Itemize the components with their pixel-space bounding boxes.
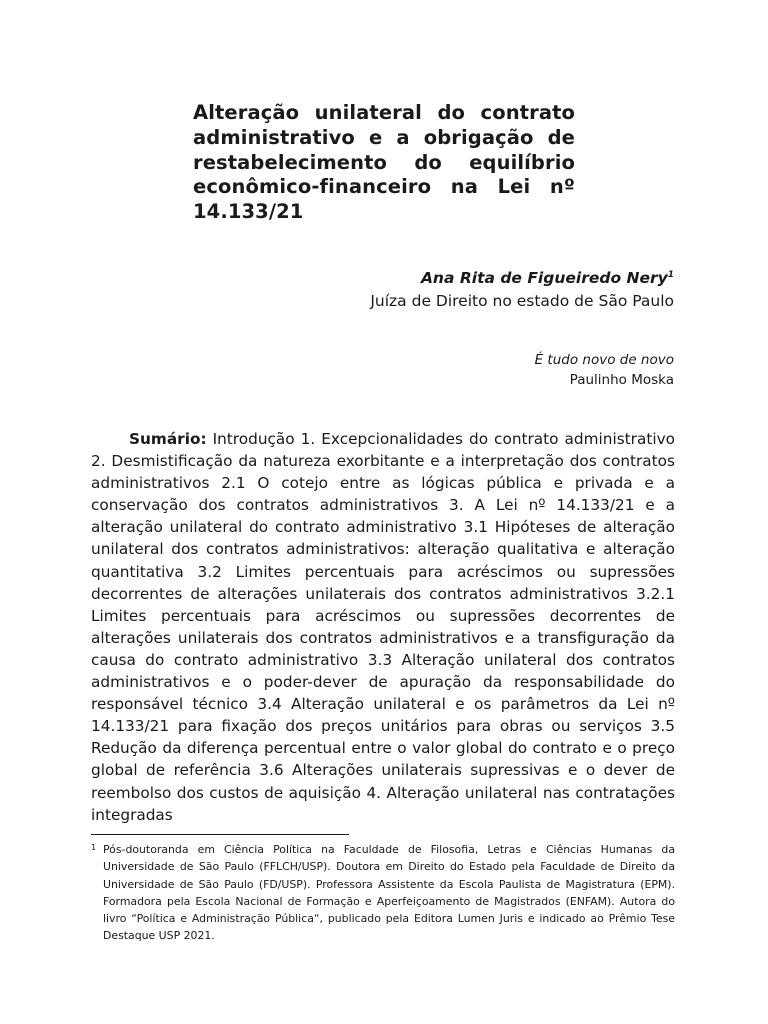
summary-text: Introdução 1. Excepcionalidades do contrato administrativo 2. Desmistificação da natureza exorbitante e a interpretação dos contratos administrativos 2.1 O cotejo entre as lógicas pública e privada e a conservação dos contratos administrativos 3. A Lei nº 14.133/21 e a alteração unilateral do contrato administrativo 3.1 Hipóteses de alteração unilateral dos contratos administrativos: alteração qualitativa e alteração quantitativa 3.2 Limites percentuais para acréscimos ou supressões decorrentes de alterações unilaterais dos contratos administrativos 3.2.1 Limites percentuais para acréscimos ou supressões decorrentes de alterações unilaterais dos contratos administrativos e a transfiguração da causa do contrato administrativo 3.3 Alteração unilateral dos contratos administrativos e o poder-dever de apuração da responsabilidade do responsável técnico 3.4 Alteração unilateral e os parâmetros da Lei nº 14.133/21 para fixação dos preços unitários para obras ou serviços 3.5 Redução da diferença percentual entre o valor global do contrato e o preço global de referência 3.6 Alterações unilaterais supressivas e o dever de reembolso dos custos de aquisição 4. Alteração unilateral nas contratações integradas xyxy=(91,430,675,824)
summary-paragraph xyxy=(91,428,675,826)
footnote-divider xyxy=(91,834,349,835)
author-block xyxy=(370,267,674,313)
footnote-marker[interactable]: 1 xyxy=(667,269,674,280)
author-name-text: Ana Rita de Figueiredo Nery xyxy=(420,269,668,287)
epigraph-quote: É tudo novo de novo xyxy=(534,352,674,368)
author-affiliation: Juíza de Direito no estado de São Paulo xyxy=(370,292,674,310)
summary-label: Sumário: xyxy=(129,430,207,448)
author-name xyxy=(370,267,674,290)
footnote xyxy=(91,841,675,945)
epigraph xyxy=(535,350,674,390)
footnote-text: Pós-doutoranda em Ciência Política na Faculdade de Filosofia, Letras e Ciências Humanas da Universidade de São Paulo (FFLCH/USP). Doutora em Direito do Estado pela Faculdade de Direito da Universidade de São Paulo (FD/USP). Professora Assistente da Escola Paulista de Magistratura (EPM). Formadora pela Escola Nacional de Formação e Aperfeiçoamento de Magistrados (ENFAM). Autora do livro “Política e Administração Pública“, publicado pela Editora Lumen Juris e indicado ao Prêmio Tese Destaque USP 2021. xyxy=(103,843,675,943)
page-title: Alteração unilateral do contrato administrativo e a obrigação de restabelecimento do equilíbrio econômico-financeiro na Lei nº 14.133/21 xyxy=(193,101,575,224)
epigraph-attribution: Paulinho Moska xyxy=(569,372,674,388)
footnote-number: 1 xyxy=(91,843,97,852)
